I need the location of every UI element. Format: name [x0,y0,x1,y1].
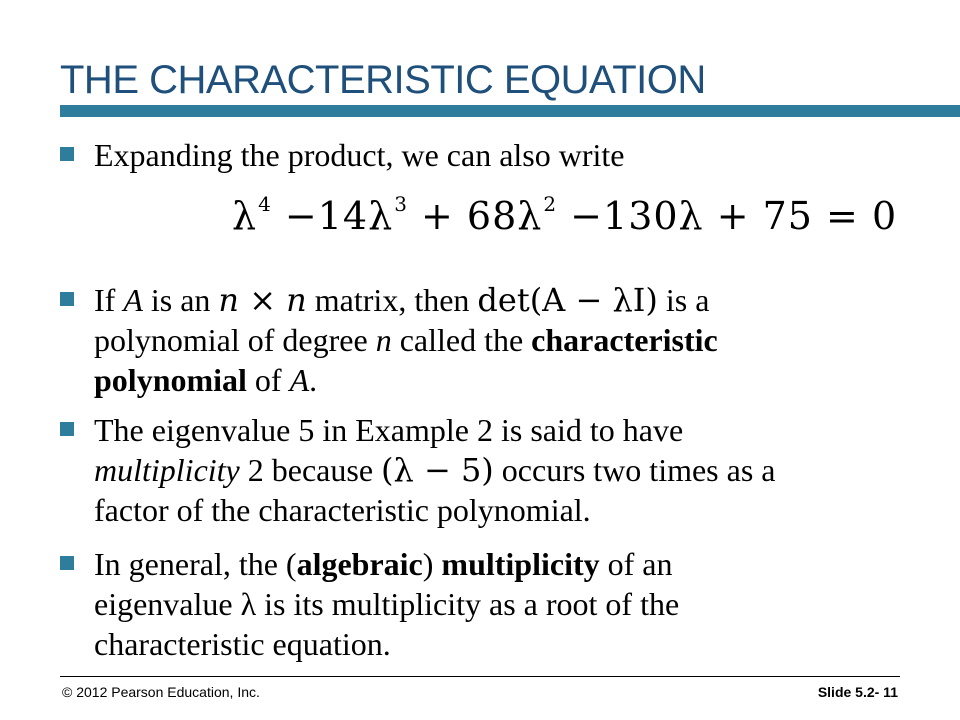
bullet-marker [60,556,74,570]
bullet-text: Expanding the product, we can also write [94,137,625,173]
bullet-marker [60,147,74,161]
bullet-marker [60,292,74,306]
bullet-text: eigenvalue λ is its multiplicity as a root of the [94,586,680,622]
bullet-marker [60,422,74,436]
bullet-text: If A is an n × n matrix, then det(A − λI) is a [94,281,710,319]
footer-divider [60,676,900,677]
title-underline [60,105,960,117]
bullet-text: factor of the characteristic polynomial. [94,492,591,528]
bullet-text: The eigenvalue 5 in Example 2 is said to have [94,412,684,448]
bullet-text: polynomial of A. [94,362,318,398]
bullet-text: characteristic equation. [94,626,391,662]
bullet-text: In general, the (algebraic) multiplicity of an [94,546,673,582]
copyright-text: © 2012 Pearson Education, Inc. [62,684,260,700]
slide-number: Slide 5.2- 11 [817,684,898,700]
bullet-text: polynomial of degree n called the characteristic [94,322,718,358]
characteristic-equation: $\lambda^4 -14\lambda^3 + 68\lambda^2 -130\lambda + 75 = 0$ [232,192,898,238]
bullet-text: multiplicity 2 because (λ − 5) occurs two times as a [94,451,776,489]
slide-title: THE CHARACTERISTIC EQUATION [60,58,706,102]
